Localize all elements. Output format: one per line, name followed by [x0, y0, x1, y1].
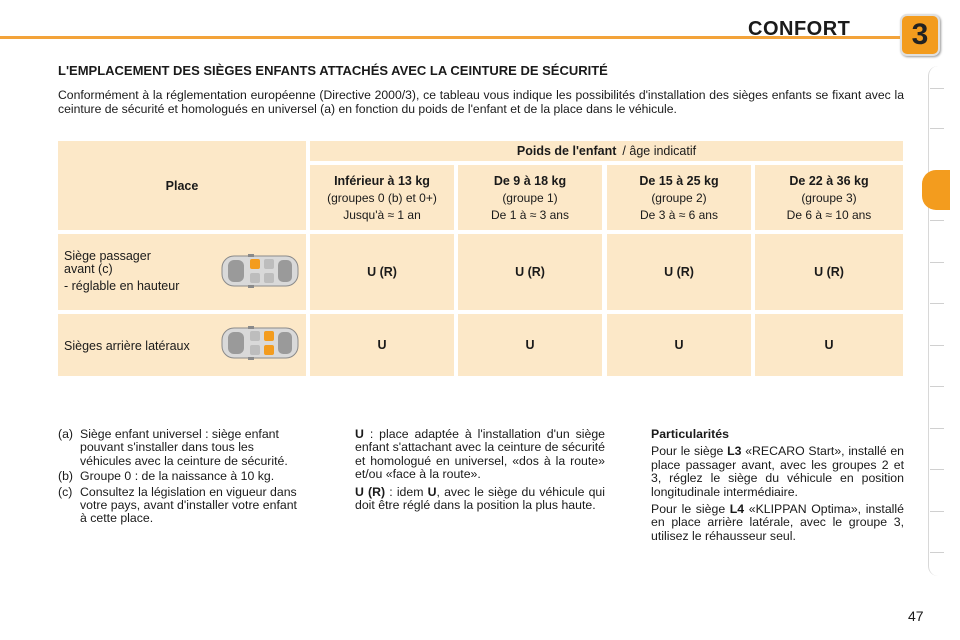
text-run: «KLIPPAN Optima», installé en place arrière latérale, avec le groupe 3, utilisez le réhausseur seul. [651, 502, 904, 543]
car-rear-seats-icon [220, 324, 300, 362]
column-title: Inférieur à 13 kg [334, 174, 430, 188]
footnote-text: Siège enfant universel : siège enfant pouvant s'installer dans tous les véhicules avec la ceinture de sécurité. [80, 427, 288, 468]
column-age: De 3 à ≈ 6 ans [640, 208, 718, 222]
table-row-label [58, 234, 306, 310]
section-title: L'EMPLACEMENT DES SIÈGES ENFANTS ATTACHÉS AVEC LA CEINTURE DE SÉCURITÉ [58, 63, 608, 78]
tab-divider [930, 552, 944, 553]
legend-item [355, 486, 605, 513]
active-chapter-tab [922, 170, 950, 210]
car-front-seat-icon [220, 252, 300, 290]
page-number: 47 [908, 608, 924, 624]
footnote-key: (a) [58, 427, 74, 441]
column-group: (groupe 1) [502, 191, 558, 205]
particularites-block [651, 428, 904, 547]
tab-divider [930, 345, 944, 346]
column-age: De 1 à ≈ 3 ans [491, 208, 569, 222]
column-title: De 15 à 25 kg [639, 174, 719, 188]
legend-key: U [355, 427, 364, 441]
intro-paragraph: Conformément à la réglementation européenne (Directive 2000/3), ce tableau vous indique les possibilités d'installation des sièges enfants se fixant avec la ceinture de sécurité et homologués en universel (a) en fonction du poids de l'enfant et de la place dans le véhicule. [58, 88, 904, 116]
column-header [607, 165, 751, 230]
column-group: (groupe 2) [651, 191, 707, 205]
footnote-text: Consultez la législation en vigueur dans votre pays, avant d'installer votre enfant à cette place. [80, 484, 297, 526]
particularites-paragraph [651, 503, 904, 543]
footnotes [58, 428, 298, 528]
legend-text: , avec le siège du véhicule qui doit être réglé dans la position la plus haute. [355, 484, 605, 513]
legend-item [355, 428, 605, 482]
table-cell: U (R) [310, 234, 454, 310]
row-label-line: avant (c) [64, 262, 113, 276]
footnote-key: (b) [58, 469, 74, 484]
column-age: Jusqu'à ≈ 1 an [343, 208, 421, 222]
column-age: De 6 à ≈ 10 ans [786, 208, 872, 222]
chapter-number-badge: 3 [900, 14, 940, 56]
footnote [58, 470, 298, 483]
footnote-text: Groupe 0 : de la naissance à 10 kg. [80, 469, 275, 484]
column-group: (groupe 3) [801, 191, 857, 205]
row-label-line: - réglable en hauteur [64, 279, 180, 293]
column-group: (groupes 0 (b) et 0+) [327, 191, 437, 205]
chapter-title: CONFORT [748, 18, 851, 40]
legend-text: : idem [385, 484, 428, 499]
table-cell: U [755, 314, 903, 376]
particularites-paragraph [651, 445, 904, 499]
legend-key: U (R) [355, 484, 386, 499]
table-cell: U (R) [458, 234, 602, 310]
table-cell: U [458, 314, 602, 376]
table-header-place: Place [58, 141, 306, 230]
table-header-weight [310, 141, 903, 161]
chapter-tab-strip [928, 66, 948, 576]
tab-divider [930, 469, 944, 470]
tab-divider [930, 303, 944, 304]
tab-divider [930, 220, 944, 221]
column-title: De 9 à 18 kg [493, 174, 567, 188]
table-cell: U [607, 314, 751, 376]
row-label-line: Sièges arrière latéraux [64, 339, 190, 353]
table-cell: U (R) [607, 234, 751, 310]
footnote [58, 428, 298, 468]
text-run: «RECARO Start», installé en place passager avant, avec les groupes 2 et 3, réglez le siège du véhicule en position longitudinale intermédiaire. [651, 444, 905, 499]
text-run: Pour le siège [651, 444, 728, 459]
particularites-title: Particularités [651, 427, 729, 441]
tab-divider [930, 128, 944, 129]
table-row-label [58, 314, 306, 376]
column-title: De 22 à 36 kg [789, 174, 869, 188]
table-cell: U (R) [755, 234, 903, 310]
footnote-key: (c) [58, 484, 73, 499]
tab-divider [930, 511, 944, 512]
seat-ref: L4 [729, 502, 745, 517]
tab-divider [930, 428, 944, 429]
tab-divider [930, 386, 944, 387]
column-header [310, 165, 454, 230]
weight-header-bold: Poids de l'enfant [516, 144, 617, 158]
tab-divider [930, 88, 944, 89]
column-header [458, 165, 602, 230]
tab-divider [930, 262, 944, 263]
row-label-line: Siège passager [64, 249, 151, 263]
footnote [58, 486, 298, 526]
legend-text: : place adaptée à l'installation d'un siège enfant s'attachant avec la ceinture de sécurité et homologué en universel, «dos à la route» et/ou «face à la route». [355, 427, 605, 482]
legend [355, 428, 605, 516]
seat-ref: L3 [727, 444, 742, 459]
legend-key: U [427, 484, 437, 499]
table-cell: U [310, 314, 454, 376]
column-header [755, 165, 903, 230]
text-run: Pour le siège [651, 502, 730, 517]
weight-header-rest: / âge indicatif [622, 144, 697, 158]
